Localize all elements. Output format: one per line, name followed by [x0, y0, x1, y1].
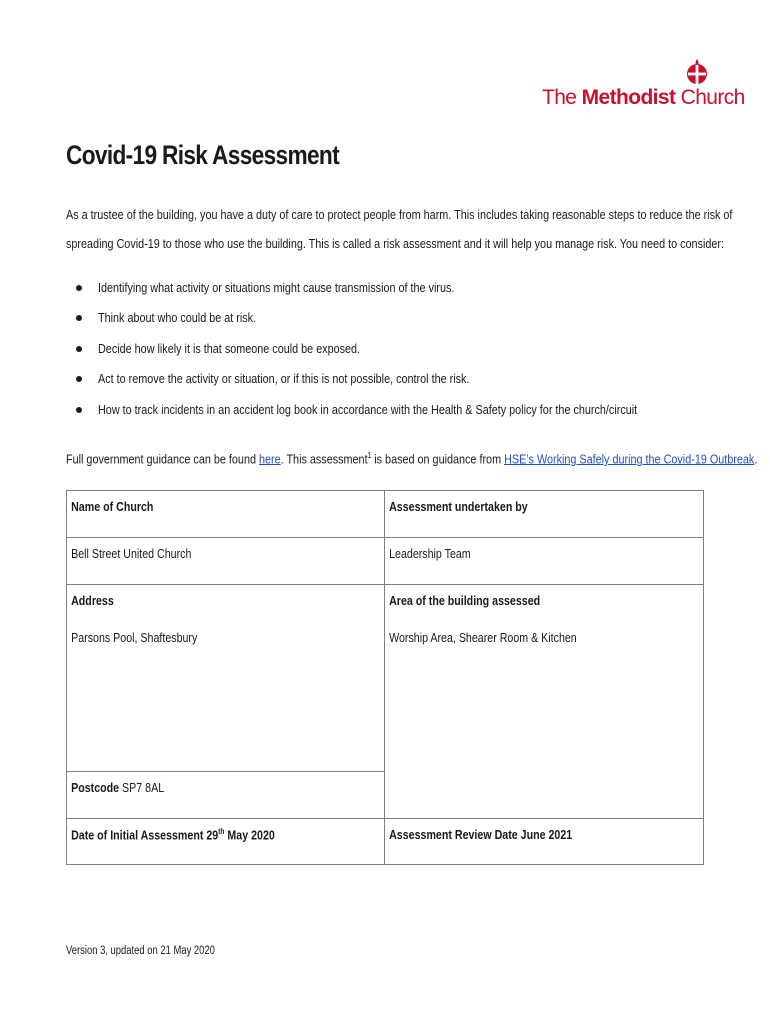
intro-line-2: spreading Covid-19 to those who use the building. This is called a risk assessment and it will help you manage risk. You need to consider: [66, 236, 725, 251]
bullet-icon [76, 407, 82, 413]
bullet-icon [76, 376, 82, 382]
bullet-icon [76, 315, 82, 321]
footnote-marker: 1 [367, 451, 372, 460]
bullet-icon [76, 285, 82, 291]
guidance-paragraph: Full government guidance can be found here. This assessment$^1$ is based on guidance from HSE’s Working Safely during the Covid-19 Outbreak. [66, 451, 758, 467]
intro-line-1: As a trustee of the building, you have a duty of care to protect people from harm. This includes taking reasonable steps to reduce the risk of [66, 207, 733, 222]
postcode-field: Postcode SP7 8AL [71, 780, 165, 795]
version-footer: Version 3, updated on 21 May 2020 [66, 945, 215, 957]
assessment-details-table [66, 490, 704, 865]
logo-wordmark: The Methodist Church [542, 86, 745, 109]
cross-and-flame-icon [686, 58, 708, 88]
undertaken-by-value: Leadership Team [388, 546, 471, 561]
table-row [67, 819, 704, 865]
area-assessed-label: Area of the building assessed [388, 593, 540, 608]
area-assessed-value: Worship Area, Shearer Room & Kitchen [388, 630, 577, 645]
name-of-church-label: Name of Church [71, 499, 154, 514]
table-row [67, 585, 704, 772]
guidance-here-link[interactable]: here [258, 451, 281, 467]
table-row [67, 491, 704, 538]
initial-assessment-date: Date of Initial Assessment 29th May 2020 [71, 827, 275, 843]
page-title: Covid-19 Risk Assessment [66, 140, 339, 170]
church-name-value: Bell Street United Church [71, 546, 192, 561]
review-date: Assessment Review Date June 2021 [388, 827, 572, 842]
bullet-icon [76, 346, 82, 352]
assessment-undertaken-label: Assessment undertaken by [388, 499, 528, 514]
methodist-church-logo [542, 58, 745, 110]
address-label: Address [71, 593, 114, 608]
table-row [67, 538, 704, 585]
hse-guidance-link[interactable]: HSE’s Working Safely during the Covid-19 Outbreak [504, 451, 755, 467]
address-value: Parsons Pool, Shaftesbury [71, 630, 198, 645]
